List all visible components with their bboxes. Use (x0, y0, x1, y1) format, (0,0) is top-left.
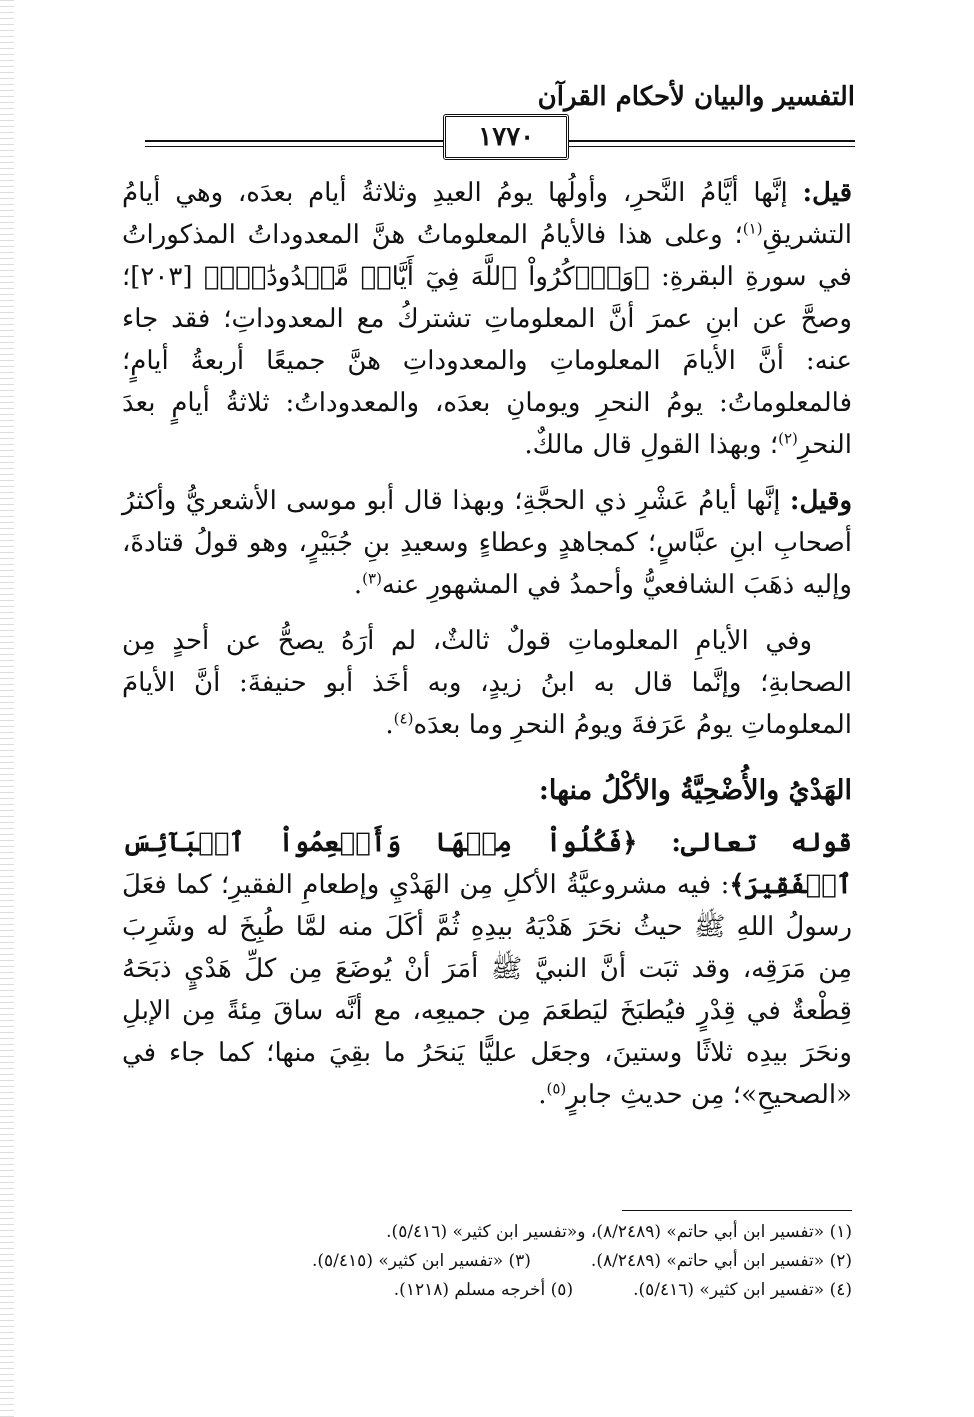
paragraph-text: ؛ وعلى هذا فالأيامُ المعلوماتُ هنَّ المعدوداتُ المذكوراتُ في سورةِ البقرةِ: ﴿وَٱذۡكُرُواْ ٱللَّهَ فِيٓ أَيَّامٖ مَّعۡدُودَٰتٖۚ﴾ [٢٠٣]؛ وصحَّ عن ابنِ عمرَ أنَّ المعلوماتِ تشتركُ مع المعدوداتِ؛ فقد جاء عنه: أنَّ الأيامَ المعلوماتِ والمعدوداتِ هنَّ جميعًا أربعةُ أيامٍ؛ فالمعلوماتُ: يومُ النحرِ ويومانِ بعدَه، والمعدوداتُ: ثلاثةُ أيامٍ بعدَ النحرِ (122, 220, 852, 460)
footnotes (122, 1218, 852, 1305)
paragraph-text: . (385, 710, 394, 740)
footnote-1: (١) «تفسير ابن أبي حاتم» (٨/٢٤٨٩)، و«تفسير ابن كثير» (٥/٤١٦). (386, 1222, 852, 1242)
footnote-ref-3[interactable]: (٣) (362, 569, 382, 588)
main-text (122, 172, 852, 1130)
paragraph-lead: قيل: (802, 178, 852, 208)
scan-edge-marks (0, 0, 14, 1417)
footnote-ref-2[interactable]: (٢) (778, 429, 798, 448)
paragraph-first-opinion (122, 172, 852, 466)
paragraph-verse-commentary (122, 822, 852, 1116)
footnote-row (122, 1247, 852, 1276)
paragraph-second-opinion (122, 480, 852, 606)
paragraph-text: . (538, 1080, 547, 1110)
paragraph-text: إنَّها أيَّامُ النَّحرِ، وأولُها يومُ العيدِ وثلاثةُ أيام بعدَه، وهي أيامُ التشريقِ (122, 178, 852, 250)
footnote-row (122, 1276, 852, 1305)
footnote-row (122, 1218, 852, 1247)
paragraph-text: . (353, 570, 363, 600)
paragraph-lead: وقيل: (789, 486, 852, 516)
paragraph-lead: قوله تعالى: (671, 828, 852, 858)
paragraph-text: ؛ وبهذا القولِ قال مالكٌ. (524, 430, 779, 460)
paragraph-text: وفي الأيامِ المعلوماتِ قولٌ ثالثٌ، لم أرَهُ يصحُّ عن أحدٍ مِن الصحابةِ؛ وإنَّما قال به ابنُ زيدٍ، وبه أخَذ أبو حنيفةَ: أنَّ الأيامَ المعلوماتِ يومُ عَرَفةَ ويومُ النحرِ وما بعدَه (122, 626, 852, 740)
running-title: التفسير والبيان لأحكام القرآن (537, 82, 855, 112)
footnote-ref-1[interactable]: (١) (742, 219, 763, 238)
footnote-2: (٢) «تفسير ابن أبي حاتم» (٨/٢٤٨٩). (590, 1251, 852, 1271)
footnote-3: (٣) «تفسير ابن كثير» (٥/٤١٥). (312, 1251, 531, 1271)
footnote-ref-4[interactable]: (٤) (393, 709, 414, 728)
page-number: ١٧٧٠ (443, 114, 569, 160)
paragraph-text: إنَّها أيامُ عَشْرِ ذي الحجَّةِ؛ وبهذا قال أبو موسى الأشعريُّ وأكثرُ أصحابِ ابنِ عبَّاسٍ؛ كمجاهدٍ وعطاءٍ وسعيدِ بنِ جُبَيْرٍ، وهو قولُ قتادةَ، وإليه ذهَبَ الشافعيُّ وأحمدُ في المشهورِ عنه (122, 486, 852, 600)
section-heading: الهَدْيُ والأُضْحِيَّةُ والأكْلُ منها: (538, 775, 852, 806)
paragraph-third-opinion (122, 620, 852, 746)
footnote-4: (٤) «تفسير ابن كثير» (٥/٤١٦). (633, 1280, 852, 1300)
footnote-5: (٥) أخرجه مسلم (١٢١٨). (393, 1280, 574, 1300)
footnote-divider (622, 1210, 852, 1211)
footnote-ref-5[interactable]: (٥) (546, 1079, 567, 1098)
paragraph-text: : فيه مشروعيَّةُ الأكلِ مِن الهَدْيِ وإطعامِ الفقيرِ؛ كما فعَلَ رسولُ اللهِ ﷺ حيثُ نحَرَ هَدْيَهُ بيدِهِ ثُمَّ أكَلَ منه لمَّا طُبِخَ له وشَرِبَ مِن مَرَقِه، وقد ثبَت أنَّ النبيَّ ﷺ أمَرَ أنْ يُوضَعَ مِن كلِّ هَدْيٍ ذبَحَهُ قِطْعةٌ في قِدْرٍ فيُطبَخَ ليَطعَمَ مِن جميعِه، مع أنَّه ساقَ مِئةً مِن الإبلِ ونحَرَ بيدِه ثلاثًا وستينَ، وجعَل عليًّا يَنحَرُ ما بقِيَ منها؛ كما جاء في «الصحيحِ»؛ مِن حديثِ جابرٍ (122, 870, 852, 1110)
quran-verse: ﴿فَكُلُواْ مِنۡهَا وَأَطۡعِمُواْ ٱلۡبَآئِسَ ٱلۡفَقِيرَ﴾ (122, 828, 852, 900)
page-header (145, 82, 855, 160)
